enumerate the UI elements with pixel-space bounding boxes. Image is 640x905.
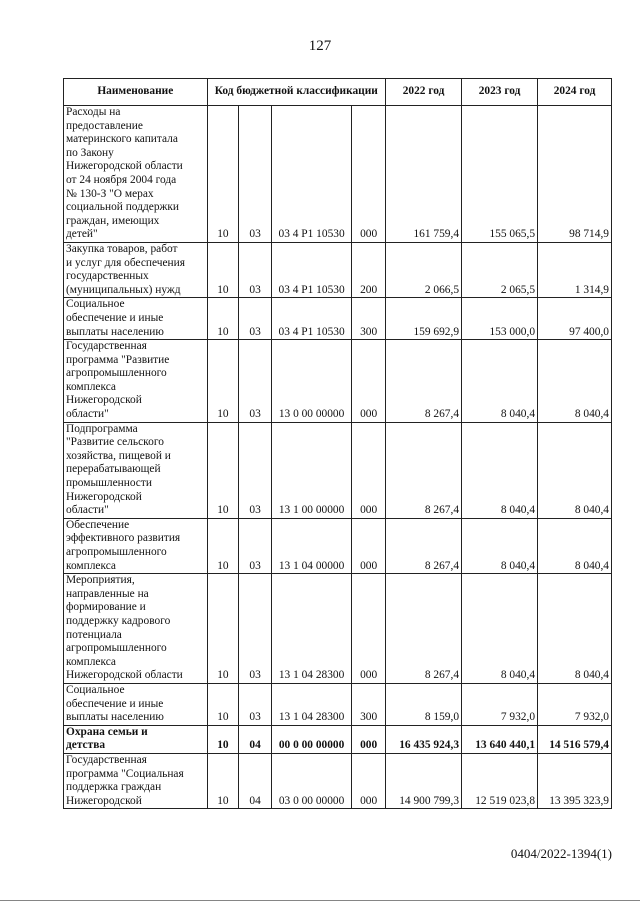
table-cell-expense-type: 000 [352,422,386,518]
table-row [64,574,612,684]
table-cell-expense-type: 300 [352,683,386,725]
table-cell-subsection: 03 [239,574,272,684]
table-cell-2023: 153 000,0 [462,298,538,340]
table-cell-section: 10 [207,753,239,808]
header-name: Наименование [64,79,208,106]
table-cell-target-article: 03 4 P1 10530 [271,298,351,340]
table-cell-section: 10 [207,574,239,684]
table-cell-section: 10 [207,242,239,297]
table-row [64,340,612,423]
table-row [64,298,612,340]
table-cell-name: Мероприятия, направленные на формирование и поддержку кадрового потенциала агропромышленного комплекса Нижегородской области [64,574,208,684]
table-cell-name: Государственная программа "Развитие агропромышленного комплекса Нижегородской области" [64,340,208,423]
table-cell-2022: 8 267,4 [386,518,462,573]
table-cell-target-article: 03 4 P1 10530 [271,242,351,297]
table-cell-subsection: 03 [239,242,272,297]
table-row [64,242,612,297]
table-cell-2024: 14 516 579,4 [538,725,612,753]
table-cell-name: Охрана семьи и детства [64,725,208,753]
budget-table [63,78,612,809]
table-cell-2024: 97 400,0 [538,298,612,340]
table-cell-2022: 2 066,5 [386,242,462,297]
table-cell-subsection: 04 [239,753,272,808]
table-cell-name: Обеспечение эффективного развития агропромышленного комплекса [64,518,208,573]
table-cell-target-article: 00 0 00 00000 [271,725,351,753]
table-cell-target-article: 03 4 P1 10530 [271,106,351,243]
table-cell-2024: 8 040,4 [538,422,612,518]
table-body [64,106,612,809]
table-cell-subsection: 03 [239,340,272,423]
table-cell-subsection: 03 [239,298,272,340]
table-cell-expense-type: 000 [352,725,386,753]
table-cell-2024: 8 040,4 [538,574,612,684]
header-2022: 2022 год [386,79,462,106]
table-cell-section: 10 [207,422,239,518]
table-cell-2022: 16 435 924,3 [386,725,462,753]
table-cell-2024: 1 314,9 [538,242,612,297]
table-cell-subsection: 03 [239,106,272,243]
table-cell-expense-type: 200 [352,242,386,297]
table-cell-2022: 14 900 799,3 [386,753,462,808]
table-header-row [64,79,612,106]
document-id: 0404/2022-1394(1) [510,846,612,861]
table-cell-name: Закупка товаров, работ и услуг для обеспечения государственных (муниципальных) нужд [64,242,208,297]
table-cell-section: 10 [207,298,239,340]
table-cell-2023: 7 932,0 [462,683,538,725]
table-cell-target-article: 03 0 00 00000 [271,753,351,808]
table-cell-2022: 8 267,4 [386,574,462,684]
table-cell-2023: 8 040,4 [462,340,538,423]
table-cell-section: 10 [207,518,239,573]
table-cell-expense-type: 000 [352,518,386,573]
table-cell-section: 10 [207,725,239,753]
table-cell-name: Социальное обеспечение и иные выплаты населению [64,298,208,340]
table-cell-name: Расходы на предоставление материнского капитала по Закону Нижегородской области от 24 ноября 2004 года № 130-З "О мерах социальной поддержки граждан, имеющих детей" [64,106,208,243]
table-cell-2022: 8 267,4 [386,340,462,423]
table-cell-2022: 161 759,4 [386,106,462,243]
header-code: Код бюджетной классификации [207,79,385,106]
table-cell-2023: 8 040,4 [462,574,538,684]
page-number: 127 [308,38,332,54]
table-cell-2024: 7 932,0 [538,683,612,725]
table-cell-2023: 155 065,5 [462,106,538,243]
table-cell-subsection: 03 [239,518,272,573]
header-2023: 2023 год [462,79,538,106]
table-cell-2022: 159 692,9 [386,298,462,340]
table-cell-2024: 8 040,4 [538,340,612,423]
table-cell-subsection: 03 [239,422,272,518]
table-cell-target-article: 13 0 00 00000 [271,340,351,423]
table-row [64,106,612,243]
table-cell-subsection: 03 [239,683,272,725]
table-cell-name: Государственная программа "Социальная поддержка граждан Нижегородской [64,753,208,808]
table-cell-section: 10 [207,683,239,725]
table-cell-2024: 13 395 323,9 [538,753,612,808]
table-cell-expense-type: 300 [352,298,386,340]
table-cell-expense-type: 000 [352,340,386,423]
table-cell-expense-type: 000 [352,574,386,684]
table-cell-target-article: 13 1 04 28300 [271,683,351,725]
table-cell-2023: 8 040,4 [462,518,538,573]
table-cell-target-article: 13 1 04 28300 [271,574,351,684]
table-row [64,725,612,753]
bottom-scan-line [0,900,640,901]
table-cell-subsection: 04 [239,725,272,753]
table-cell-expense-type: 000 [352,106,386,243]
table-cell-2022: 8 159,0 [386,683,462,725]
table-cell-2024: 98 714,9 [538,106,612,243]
table-cell-2022: 8 267,4 [386,422,462,518]
table-cell-target-article: 13 1 04 00000 [271,518,351,573]
table-cell-section: 10 [207,106,239,243]
table-row [64,683,612,725]
table-row [64,518,612,573]
table-cell-section: 10 [207,340,239,423]
table-cell-2023: 12 519 023,8 [462,753,538,808]
table-row [64,422,612,518]
table-cell-expense-type: 000 [352,753,386,808]
table-cell-target-article: 13 1 00 00000 [271,422,351,518]
header-2024: 2024 год [538,79,612,106]
table-cell-2023: 2 065,5 [462,242,538,297]
table-cell-2023: 13 640 440,1 [462,725,538,753]
table-row [64,753,612,808]
table-cell-name: Социальное обеспечение и иные выплаты населению [64,683,208,725]
table-cell-2023: 8 040,4 [462,422,538,518]
table-cell-2024: 8 040,4 [538,518,612,573]
table-cell-name: Подпрограмма "Развитие сельского хозяйства, пищевой и перерабатывающей промышленности Нижегородской области" [64,422,208,518]
